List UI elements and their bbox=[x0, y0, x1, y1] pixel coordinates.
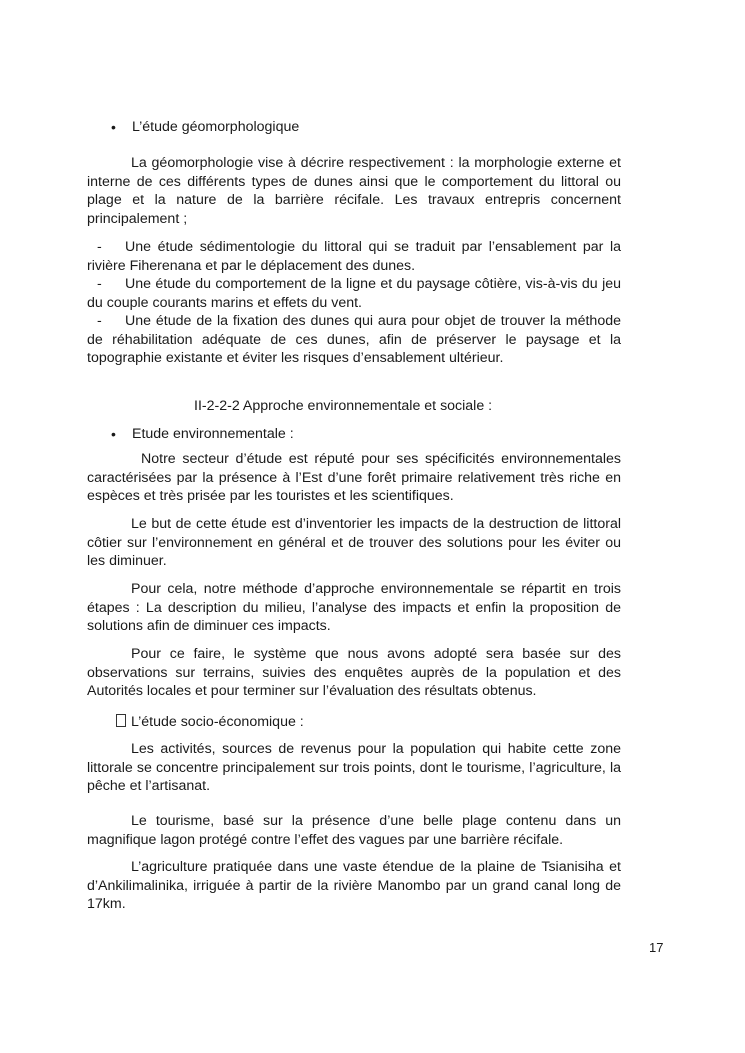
page-number: 17 bbox=[649, 940, 664, 955]
heading-environmental: Etude environnementale : bbox=[132, 426, 294, 442]
list-item-text: Une étude sédimentologie du littoral qui se traduit par l’ensablement par la rivière Fiherenana et par le déplacement des dunes. bbox=[87, 239, 621, 274]
paragraph-env-3: Pour cela, notre méthode d’approche environnementale se répartit en trois étapes : La description du milieu, l’analyse des impacts et enfin la proposition de solutions afin de diminuer ces impacts. bbox=[87, 581, 621, 635]
paragraph-env-2: Le but de cette étude est d’inventorier les impacts de la destruction de littoral côtier sur l’environnement en général et de trouver des solutions pour les éviter ou les diminuer. bbox=[87, 516, 621, 570]
paragraph-env-4: Pour ce faire, le système que nous avons adopté sera basée sur des observations sur terrains, suivies des enquêtes auprès de la population et des Autorités locales et pour terminer sur l’évaluation des résultats obtenus. bbox=[87, 646, 621, 700]
list-item-text: Une étude de la fixation des dunes qui aura pour objet de trouver la méthode de réhabilitation adéquate de ces dunes, afin de préserver le paysage et la topographie existante et éviter les risques d’ensablement ultérieur. bbox=[87, 313, 621, 367]
dash-marker: - bbox=[97, 239, 102, 255]
dash-marker: - bbox=[97, 276, 102, 292]
missing-glyph-box-icon bbox=[116, 714, 126, 727]
heading-socio-economic-text: L’étude socio-économique : bbox=[131, 714, 304, 730]
paragraph-socio-2: Le tourisme, basé sur la présence d’une belle plage contenu dans un magnifique lagon protégé contre l’effet des vagues par une barrière récifale. bbox=[87, 813, 621, 848]
list-item bbox=[87, 275, 621, 312]
heading-geomorphology: L’étude géomorphologique bbox=[132, 119, 300, 135]
bullet-icon: • bbox=[111, 119, 116, 135]
list-item bbox=[87, 312, 621, 368]
bullet-icon: • bbox=[111, 426, 116, 442]
paragraph-geomorphology-intro: La géomorphologie vise à décrire respectivement : la morphologie externe et interne de ces différents types de dunes ainsi que le comportement du littoral ou plage et la nature de la barrière récifale. Les travaux entrepris concernent principalement ; bbox=[87, 155, 621, 227]
section-title: II-2-2-2 Approche environnementale et sociale : bbox=[194, 398, 493, 414]
paragraph-socio-3: L’agriculture pratiquée dans une vaste étendue de la plaine de Tsianisiha et d’Ankilimalinika, irriguée à partir de la rivière Manombo par un grand canal long de 17km. bbox=[87, 859, 621, 913]
list-item-text: Une étude du comportement de la ligne et du paysage côtière, vis-à-vis du jeu du couple courants marins et effets du vent. bbox=[87, 276, 621, 311]
paragraph-socio-1: Les activités, sources de revenus pour la population qui habite cette zone littorale se concentre principalement sur trois points, dont le tourisme, l’agriculture, la pêche et l’artisanat. bbox=[87, 741, 621, 795]
heading-socio-economic bbox=[116, 713, 304, 732]
list-item bbox=[87, 238, 621, 275]
dash-marker: - bbox=[97, 313, 102, 329]
paragraph-env-1: Notre secteur d’étude est réputé pour ses spécificités environnementales caractérisées par la présence à l’Est d’une forêt primaire relativement très riche en espèces et très prisée par les touristes et les scientifiques. bbox=[87, 451, 621, 505]
